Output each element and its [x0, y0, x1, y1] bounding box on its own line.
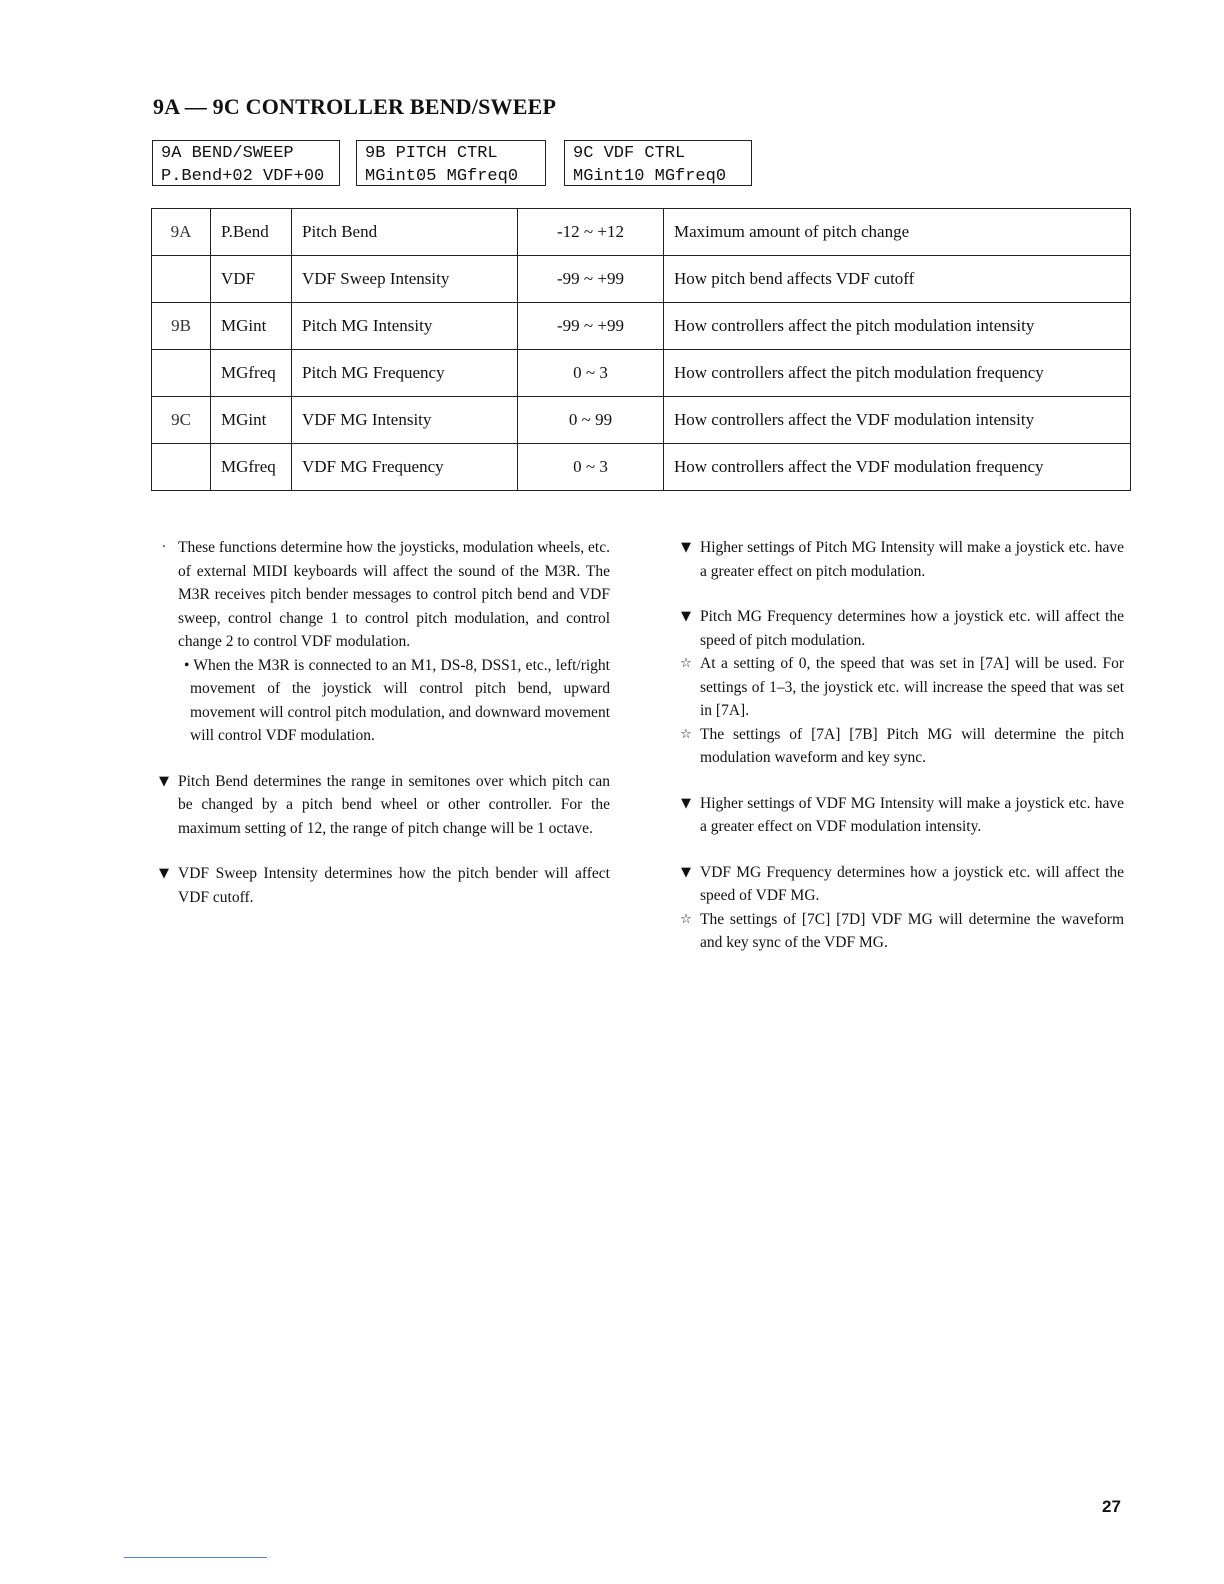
note-item [150, 770, 610, 841]
range-cell: -99 ~ +99 [518, 303, 664, 350]
note-text: Higher settings of Pitch MG Intensity will make a joystick etc. have a greater effect on pitch modulation. [700, 539, 1124, 580]
lcd-line-1: 9C VDF CTRL [573, 144, 686, 163]
note-item [672, 792, 1124, 839]
lcd-line-2: P.Bend+02 VDF+00 [161, 167, 325, 186]
range-cell: -99 ~ +99 [518, 256, 664, 303]
note-item [150, 862, 610, 909]
page-number: 27 [1102, 1497, 1121, 1516]
table-row [152, 303, 1131, 350]
range-cell: -12 ~ +12 [518, 209, 664, 256]
note-item [150, 536, 610, 654]
abbr-cell: MGint [211, 397, 292, 444]
abbr-cell: MGint [211, 303, 292, 350]
lcd-line-2: MGint10 MGfreq0 [573, 167, 727, 186]
note-text: These functions determine how the joysticks, modulation wheels, etc. of external MIDI keyboards will affect the sound of the M3R. The M3R receives pitch bender messages to control pitch bend and VDF sweep, control change 1 to control pitch modulation, and control change 2 to control VDF modulation. [178, 539, 610, 650]
triangle-down-icon: ▼ [159, 866, 169, 881]
lcd-display-9a [152, 140, 340, 186]
abbr-cell: MGfreq [211, 444, 292, 491]
note-text: Higher settings of VDF MG Intensity will make a joystick etc. have a greater effect on VDF modulation intensity. [700, 794, 1124, 835]
group-cell: 9B [152, 303, 211, 350]
triangle-down-icon: ▼ [681, 795, 691, 811]
name-cell: Pitch MG Intensity [292, 303, 518, 350]
group-cell [152, 256, 211, 303]
left-column [150, 536, 610, 909]
note-text: At a setting of 0, the speed that was set in [7A] will be used. For settings of 1–3, the joystick etc. will increase the speed that was set in [7A]. [700, 655, 1124, 719]
group-cell [152, 350, 211, 397]
lcd-line-1: 9A BEND/SWEEP [161, 144, 294, 163]
desc-cell: How pitch bend affects VDF cutoff [664, 256, 1131, 303]
right-column [672, 536, 1124, 955]
name-cell: Pitch Bend [292, 209, 518, 256]
triangle-down-icon: ▼ [159, 773, 169, 789]
triangle-down-icon: ▼ [681, 864, 691, 880]
desc-cell: How controllers affect the VDF modulation frequency [664, 444, 1131, 491]
note-text: VDF Sweep Intensity determines how the pitch bender will affect VDF cutoff. [178, 865, 610, 906]
group-cell [152, 444, 211, 491]
table-row [152, 256, 1131, 303]
bullet-dot-icon: · [161, 540, 167, 555]
desc-cell: How controllers affect the pitch modulation intensity [664, 303, 1131, 350]
note-text: The settings of [7C] [7D] VDF MG will determine the waveform and key sync of the VDF MG. [700, 910, 1124, 951]
page-title: 9A — 9C CONTROLLER BEND/SWEEP [153, 94, 557, 119]
desc-cell: How controllers affect the VDF modulation intensity [664, 397, 1131, 444]
table-row [152, 444, 1131, 491]
range-cell: 0 ~ 3 [518, 444, 664, 491]
note-item [672, 605, 1124, 652]
note-item [672, 723, 1124, 770]
desc-cell: Maximum amount of pitch change [664, 209, 1131, 256]
table-row [152, 397, 1131, 444]
desc-cell: How controllers affect the pitch modulation frequency [664, 350, 1131, 397]
table-row [152, 350, 1131, 397]
group-cell: 9C [152, 397, 211, 444]
lcd-line-2: MGint05 MGfreq0 [365, 167, 519, 186]
name-cell: VDF MG Frequency [292, 444, 518, 491]
note-text: VDF MG Frequency determines how a joystick etc. will affect the speed of VDF MG. [700, 863, 1124, 904]
note-item [672, 861, 1124, 908]
abbr-cell: MGfreq [211, 350, 292, 397]
note-text: Pitch Bend determines the range in semitones over which pitch can be changed by a pitch bend wheel or other controller. For the maximum setting of 12, the range of pitch change will be 1 octave. [178, 772, 610, 837]
lcd-display-9b [356, 140, 546, 186]
note-item [672, 652, 1124, 723]
triangle-down-icon: ▼ [681, 540, 691, 555]
abbr-cell: VDF [211, 256, 292, 303]
range-cell: 0 ~ 3 [518, 350, 664, 397]
name-cell: VDF Sweep Intensity [292, 256, 518, 303]
lcd-line-1: 9B PITCH CTRL [365, 144, 498, 163]
note-text: Pitch MG Frequency determines how a joystick etc. will affect the speed of pitch modulation. [700, 608, 1124, 649]
note-text: The settings of [7A] [7B] Pitch MG will determine the pitch modulation waveform and key sync. [700, 725, 1124, 766]
triangle-down-icon: ▼ [681, 609, 691, 624]
name-cell: VDF MG Intensity [292, 397, 518, 444]
note-subitem: • When the M3R is connected to an M1, DS-8, DSS1, etc., left/right movement of the joystick will control pitch bend, upward movement will control pitch modulation, and downward movement will control VDF modulation. [184, 656, 610, 744]
name-cell: Pitch MG Frequency [292, 350, 518, 397]
abbr-cell: P.Bend [211, 209, 292, 256]
star-icon: ☆ [680, 656, 692, 671]
parameter-table [151, 208, 1131, 491]
star-icon: ☆ [680, 726, 692, 742]
table-row [152, 209, 1131, 256]
lcd-display-9c [564, 140, 752, 186]
range-cell: 0 ~ 99 [518, 397, 664, 444]
note-item [672, 908, 1124, 955]
footer-divider [124, 1557, 267, 1558]
group-cell: 9A [152, 209, 211, 256]
star-icon: ☆ [680, 911, 692, 927]
note-item [672, 536, 1124, 583]
